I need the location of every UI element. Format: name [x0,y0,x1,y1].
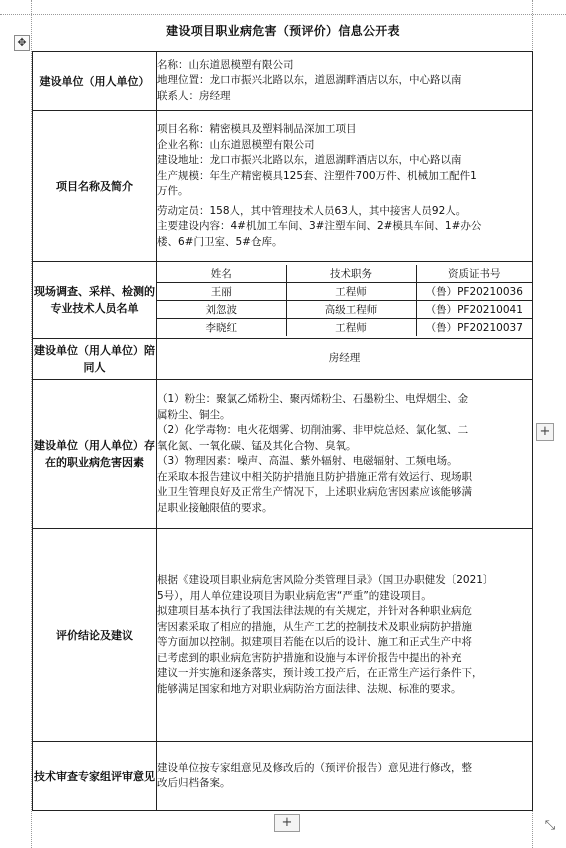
staff-header-row [157,265,532,283]
label-project: 项目名称及简介 [33,111,157,262]
staff-row [157,300,532,318]
hazard-dust: （1）粉尘：聚氯乙烯粉尘、聚丙烯粉尘、石墨粉尘、电焊烟尘、金 [157,393,469,405]
staff-name: 王丽 [157,282,286,300]
staff-header-name: 姓名 [157,265,286,283]
content-project [157,111,533,262]
staff-title: 工程师 [286,318,416,336]
project-company: 企业名称：山东道恩模塑有限公司 [157,138,315,151]
info-table [32,51,533,811]
project-scale-cont: 万件。 [157,185,189,197]
hazard-chemical-cont: 氧化氮、一氧化碳、锰及其化合物、臭氧。 [157,439,357,452]
row-unit [33,52,533,111]
label-staff: 现场调查、采样、检测的专业技术人员名单 [33,262,157,339]
hazard-note: 在采取本报告建议中相关防护措施且防护措施正常有效运行、现场职 [157,470,472,483]
staff-table [157,265,532,336]
label-review: 技术审查专家组评审意见 [33,742,157,811]
unit-contact: 联系人：房经理 [157,89,231,102]
label-unit: 建设单位（用人单位） [33,52,157,111]
page-margin-top [0,14,566,15]
review-line: 建设单位按专家组意见及修改后的（预评价报告）意见进行修改，整 [157,761,472,774]
conclusion-line: 建议一并实施和逐条落实，预计竣工投产后，在正常生产运行条件下， [157,667,483,679]
conclusion-line: 等方面加以控制。拟建项目若能在以后的设计、施工和正式生产中将 [157,636,472,648]
row-conclusion [33,529,533,742]
content-conclusion [157,529,533,742]
staff-row [157,318,532,336]
staff-cert: （鲁）PF20210041 [416,300,532,318]
conclusion-line: 拟建项目基本执行了我国法律法规的有关规定，并针对各种职业病危 [157,605,472,617]
add-row-button[interactable]: + [274,814,300,832]
hazard-physical: （3）物理因素：噪声、高温、紫外辐射、电磁辐射、工频电场。 [157,455,458,467]
conclusion-line: 根据《建设项目职业病危害风险分类管理目录》（国卫办职健发〔2021〕 [157,574,494,586]
staff-name: 刘忽波 [157,300,286,318]
row-staff [33,262,533,339]
staff-title: 工程师 [286,282,416,300]
staff-cert: （鲁）PF20210036 [416,282,532,300]
unit-name: 名称：山东道恩模塑有限公司 [157,58,294,71]
project-content: 主要建设内容：4#机加工车间、3#注塑车间、2#模具车间、1#办公 [157,220,482,232]
project-scale: 生产规模：年生产精密模具125套、注塑件700万件、机械加工配件1 [157,169,477,182]
conclusion-line: 已考虑到的职业病危害防护措施和设施与本评价报告中提出的补充 [157,651,462,664]
content-review [157,742,533,811]
add-column-button[interactable]: + [536,423,554,441]
label-companion: 建设单位（用人单位）陪同人 [33,339,157,380]
row-project [33,111,533,262]
content-staff [157,262,533,339]
project-name: 项目名称：精密模具及塑料制品深加工项目 [157,123,357,135]
staff-title: 高级工程师 [286,300,416,318]
page-title: 建设项目职业病危害（预评价）信息公开表 [166,24,400,38]
staff-row [157,282,532,300]
project-address: 建设地址：龙口市振兴北路以东，道恩湖畔酒店以东，中心路以南 [157,154,462,166]
staff-name: 李晓红 [157,318,286,336]
content-hazards [157,380,533,529]
hazard-chemical: （2）化学毒物：电火花烟雾、切削油雾、非甲烷总烃、氯化氢、二 [157,424,469,436]
staff-header-cert: 资质证书号 [416,265,532,283]
project-content-cont: 楼、6#门卫室、5#仓库。 [157,235,283,248]
companion-value: 房经理 [157,339,533,380]
staff-header-title: 技术职务 [286,265,416,283]
row-hazards [33,380,533,529]
table-move-handle-icon[interactable]: ✥ [14,35,30,51]
hazard-dust-cont: 属粉尘、铜尘。 [157,408,231,421]
content-unit [157,52,533,111]
conclusion-line: 5号），用人单位建设项目为职业病危害“严重”的建设项目。 [157,589,432,602]
review-line: 改后归档备案。 [157,777,231,789]
hazard-note-end: 足职业接触限值的要求。 [157,501,273,514]
conclusion-line: 害因素采取了相应的措施，从生产工艺的控制技术及职业病防护措施 [157,620,472,633]
unit-location: 地理位置：龙口市振兴北路以东，道恩湖畔酒店以东，中心路以南 [157,74,462,87]
row-review [33,742,533,811]
conclusion-line: 能够满足国家和地方对职业病防治方面法律、法规、标准的要求。 [157,682,462,695]
staff-cert: （鲁）PF20210037 [416,318,532,336]
project-staffing: 劳动定员：158人，其中管理技术人员63人，其中接害人员92人。 [157,204,467,217]
table-resize-icon[interactable]: ⤡ [544,818,556,833]
row-companion [33,339,533,380]
label-hazards: 建设单位（用人单位）存在的职业病危害因素 [33,380,157,529]
label-conclusion: 评价结论及建议 [33,529,157,742]
hazard-note-cont: 业卫生管理良好及正常生产情况下，上述职业病危害因素应该能够满 [157,486,472,498]
